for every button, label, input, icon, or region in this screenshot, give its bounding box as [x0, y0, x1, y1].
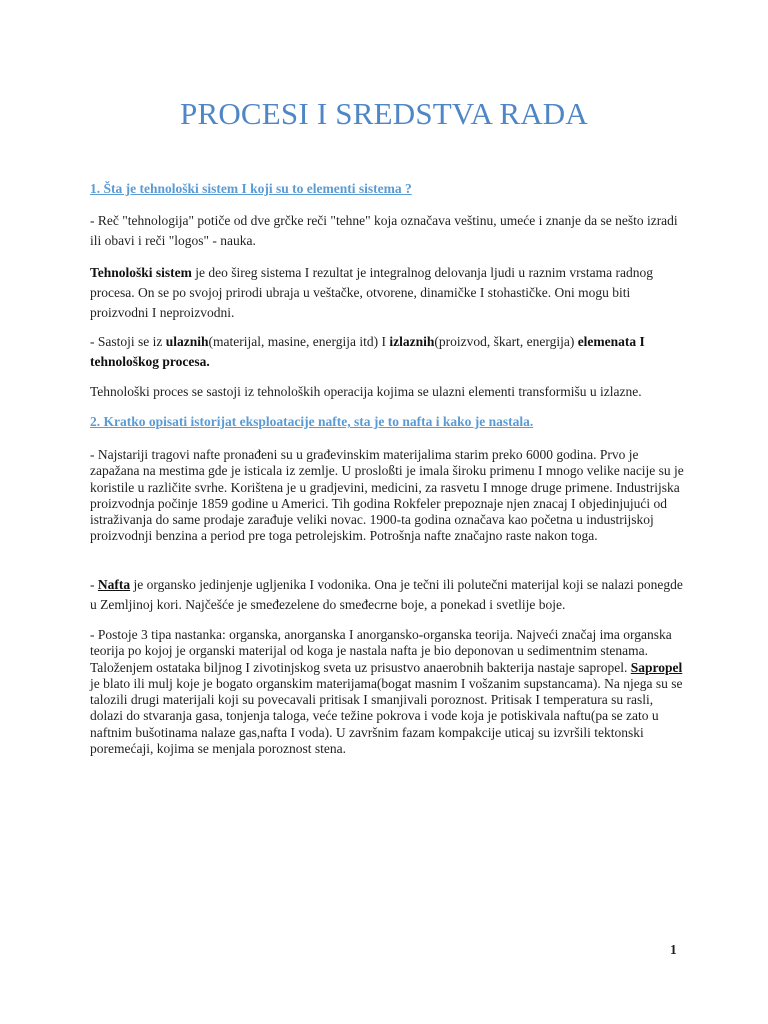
section-1-paragraph-3: - Sastoji se iz ulaznih(materijal, masine, energija itd) I izlaznih(proizvod, škart, energija) elemenata I tehnološkog procesa.: [90, 334, 645, 369]
page-number: 1: [670, 942, 677, 957]
section-1-paragraph-1: - Reč "tehnologija" potiče od dve grčke reči "tehne" koja označava veštinu, umeće i znanje da se nešto izradi ili obavi i reči "logos" - nauka.: [90, 213, 678, 248]
section-2-paragraph-2: - Nafta je organsko jedinjenje ugljenika I vodonika. Ona je tečni ili polutečni materijal koji se nalazi ponegde u Zemljinoj kori. Najčešće je smeđezelene do smeđecrne boje, a ponekad i svetlije boje.: [90, 577, 683, 612]
term-nafta: Nafta: [97, 577, 131, 592]
section-1-paragraph-2: Tehnološki sistem je deo šireg sistema I rezultat je integralnog delovanja ljudi u raznim vrstama radnog procesa. On se po svojoj prirodi ubraja u veštačke, otvorene, dinamičke I stohastičke. Oni mogu biti proizvodni I neproizvodni.: [90, 265, 654, 320]
term-elemenata: elemenata I tehnološkog procesa.: [90, 334, 645, 369]
term-tehnoloski-sistem: Tehnološki sistem: [90, 265, 192, 280]
section-2-paragraph-3: - Postoje 3 tipa nastanka: organska, anorganska I anorgansko-organska teorija. Najveći značaj ima organska teorija po kojoj je organski materijal od koga je nastala nafta je bio deponovan u sedimentnim stenama. Taloženjem ostataka biljnog I zivotinjskog sveta uz prisustvo anaerobnih bakterija nastaje sapropel. Sapropel je blato ili mulj koje je bogato organskim materijama(bogat masnim I vošzanim supstancama). Na njega su se talozili drugi materijali koji su povecavali pritisak I smanjivali poroznost. Pritisak I temperatura su rasli, dolazi do stvaranja gasa, tonjenja taloga, veće težine pokrova i vode koja je potiskivala naftu(pa se zato u naftnim bušotinama nalaze gas,nafta I voda). U završnim fazam kompakcije uticaj su izvršili tektonski poremećaji, kojima se menjala poroznost stena.: [90, 627, 683, 757]
section-2-paragraph-1: - Najstariji tragovi nafte pronađeni su u građevinskim materijalima starim preko 6000 godina. Prvo je zapažana na mestima gde je isticala iz zemlje. U prosloßti je imala široku primenu I mnogo velike nacije su je koristile u različite svrhe. Korištena je u gradjevini, medicini, za rasvetu I mnoge druge primene. Industrijska proizvodnja počinje 1859 godine u Americi. Tih godina Rokfeler prepoznaje njen znacaj I objedinjujući od istraživanja do same prodaje zarađuje veliki novac. 1900-ta godina označava kao početna u industrijskoj proizvodnji benzina a period pre toga petrolejskim. Potrošnja nafte značajno raste nakon toga.: [90, 447, 684, 544]
term-ulaznih: ulaznih: [165, 334, 209, 349]
term-sapropel: Sapropel: [630, 659, 683, 675]
section-1-paragraph-4: Tehnološki proces se sastoji iz tehnoloških operacija kojima se ulazni elementi transformišu u izlazne.: [90, 384, 642, 399]
page-title: PROCESI I SREDSTVA RADA: [180, 96, 588, 131]
term-izlaznih: izlaznih: [389, 334, 435, 349]
section-2-heading: 2. Kratko opisati istorijat eksploatacije nafte, sta je to nafta i kako je nastala.: [90, 414, 534, 429]
section-1-heading: 1. Šta je tehnološki sistem I koji su to elementi sistema ?: [90, 181, 412, 196]
